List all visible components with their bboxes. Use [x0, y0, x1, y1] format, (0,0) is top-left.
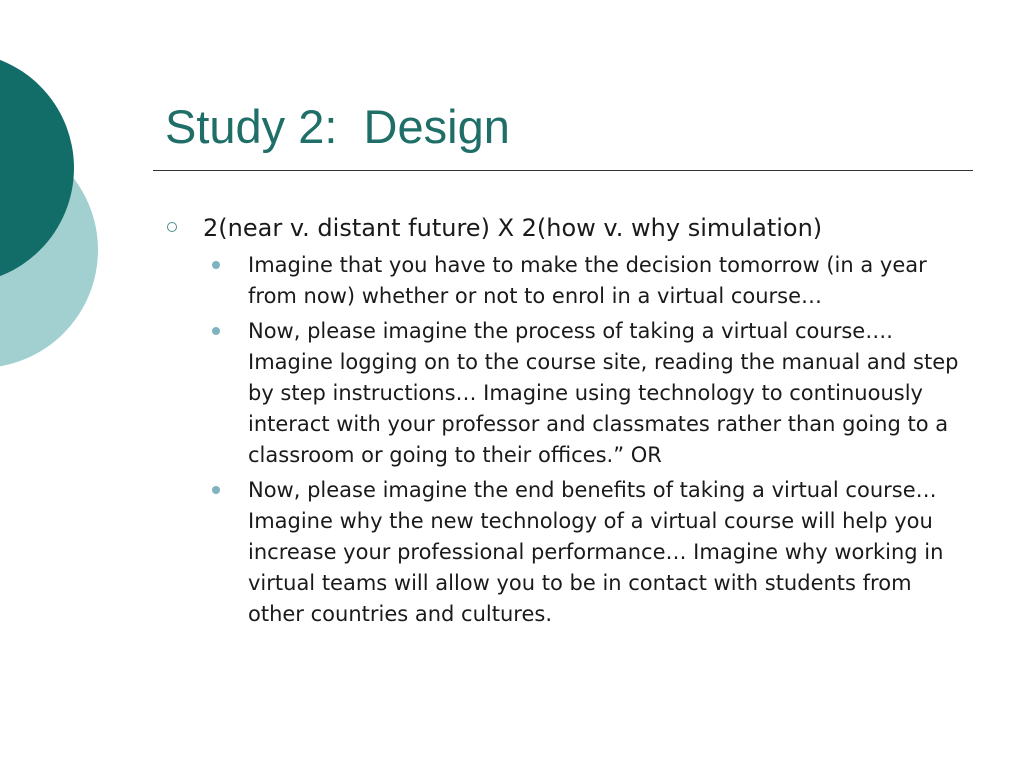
sub-bullet-list	[167, 250, 967, 630]
sub-bullet-marker	[212, 475, 248, 494]
bullet-item	[167, 212, 967, 244]
decorative-circles	[0, 0, 110, 420]
dot-icon	[212, 327, 220, 335]
sub-bullet-marker	[212, 250, 248, 269]
dot-icon	[212, 486, 220, 494]
slide-title: Study 2: Design	[165, 100, 510, 153]
bullet-marker	[167, 212, 203, 232]
sub-bullet-text: Now, please imagine the process of taking a virtual course…. Imagine logging on to the course site, reading the manual and step by step instructions… Imagine using technology to continuously interact with your professor and classmates rather than going to a classroom or going to their offices.” OR	[248, 319, 959, 467]
sub-bullet-text: Imagine that you have to make the decision tomorrow (in a year from now) whether or not to enrol in a virtual course…	[248, 253, 927, 308]
sub-bullet-item	[212, 475, 967, 630]
dot-icon	[212, 261, 220, 269]
bullet-text: 2(near v. distant future) X 2(how v. why simulation)	[203, 214, 823, 242]
sub-bullet-marker	[212, 316, 248, 335]
hollow-circle-icon	[167, 222, 177, 232]
title-divider	[153, 170, 973, 171]
sub-bullet-item	[212, 316, 967, 471]
sub-bullet-item	[212, 250, 967, 312]
sub-bullet-text: Now, please imagine the end benefits of taking a virtual course… Imagine why the new technology of a virtual course will help you increase your professional performance… Imagine why working in virtual teams will allow you to be in contact with students from other countries and cultures.	[248, 478, 944, 626]
slide-content	[167, 212, 967, 634]
